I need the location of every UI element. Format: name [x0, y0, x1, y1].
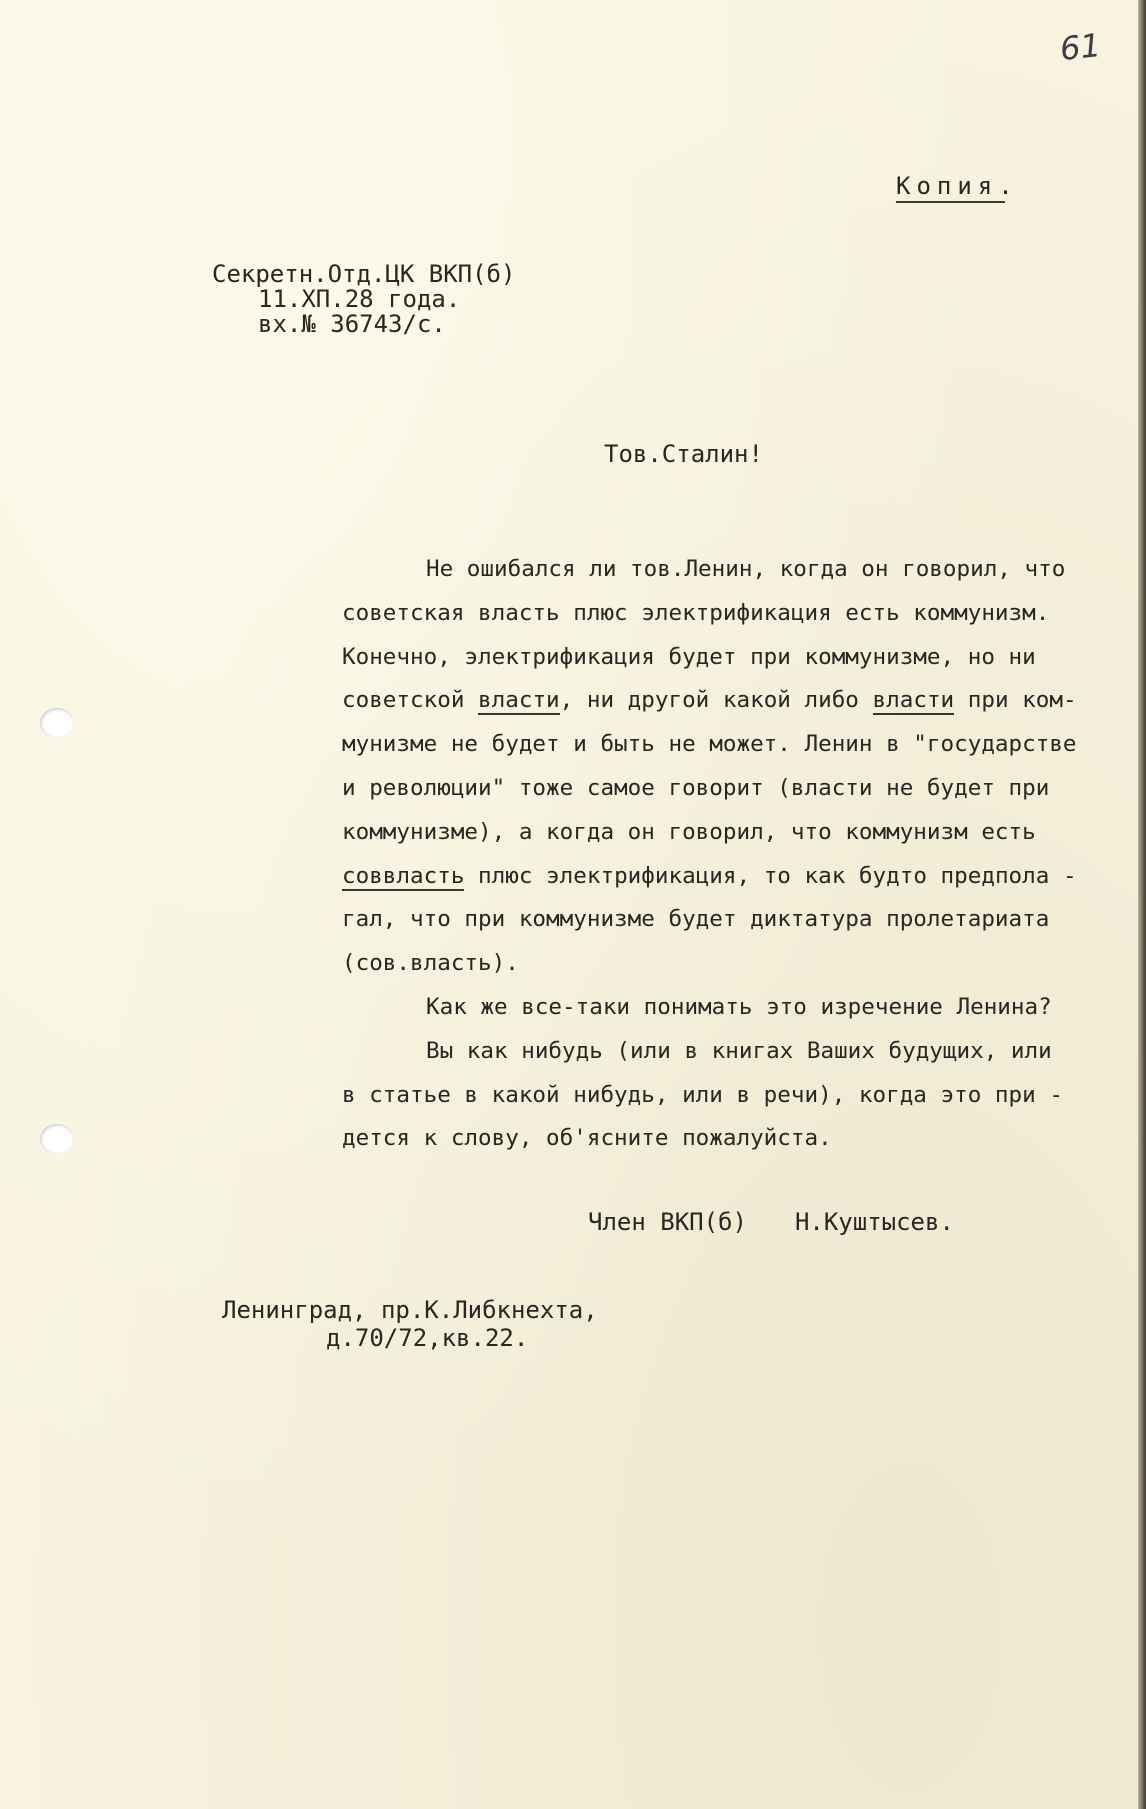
- body-line: [342, 855, 1077, 899]
- underlined-word: власти: [478, 687, 560, 714]
- greeting: Тов.Сталин!: [604, 440, 763, 468]
- body-line: коммунизме), а когда он говорил, что коммунизм есть: [342, 818, 1036, 845]
- registration-stamp: [212, 262, 515, 337]
- scan-edge: [1138, 0, 1146, 1809]
- body-line: советская власть плюс электрификация есть коммунизм.: [342, 599, 1050, 626]
- address-line: д.70/72,кв.22.: [326, 1324, 529, 1352]
- body-line: Вы как нибудь (или в книгах Ваших будущих, или: [426, 1037, 1052, 1064]
- address-line: Ленинград, пр.К.Либкнехта,: [222, 1296, 598, 1324]
- punch-hole: [40, 1124, 74, 1154]
- signature-role: Член ВКП(б): [588, 1208, 747, 1236]
- body-line-part: советской: [342, 687, 479, 714]
- copy-mark: [896, 172, 1019, 200]
- registration-number: вх.№ 36743/с.: [258, 310, 446, 338]
- body-line: гал, что при коммунизме будет диктатура пролетариата: [342, 906, 1050, 933]
- body-line: в статье в какой нибудь, или в речи), когда это при -: [342, 1081, 1063, 1108]
- registration-department: Секретн.Отд.ЦК ВКП(б): [212, 260, 516, 288]
- body-line: Конечно, электрификация будет при коммунизме, но ни: [342, 643, 1036, 670]
- body-line: дется к слову, об'ясните пожалуйста.: [342, 1125, 832, 1152]
- body-line: и революции" тоже самое говорит (власти не будет при: [342, 774, 1050, 801]
- copy-mark-underline: [896, 201, 1005, 203]
- body-line-part: при ком-: [954, 687, 1077, 714]
- page-number: 61: [1058, 25, 1103, 69]
- signature-name: Н.Куштысев.: [794, 1208, 954, 1236]
- body-line: Не ошибался ли тов.Ленин, когда он говорил, что: [426, 556, 1066, 582]
- punch-hole: [40, 708, 74, 738]
- signature: [588, 1208, 954, 1236]
- body-line: мунизме не будет и быть не может. Ленин в "государстве: [342, 731, 1077, 758]
- underlined-word: власти: [872, 687, 955, 714]
- body-line-part: плюс электрификация, то как будто предпола -: [464, 862, 1077, 889]
- body-line: [342, 679, 1077, 723]
- underlined-word: соввласть: [342, 862, 465, 889]
- letter-body: [342, 548, 1077, 1161]
- sender-address: [222, 1296, 598, 1352]
- registration-date: 11.XП.28 года.: [258, 285, 461, 313]
- body-line: Как же все-таки понимать это изречение Ленина?: [426, 993, 1052, 1020]
- body-line-part: , ни другой какой либо: [559, 687, 873, 714]
- body-line: (сов.власть).: [342, 950, 519, 977]
- copy-mark-text: Копия.: [896, 172, 1019, 200]
